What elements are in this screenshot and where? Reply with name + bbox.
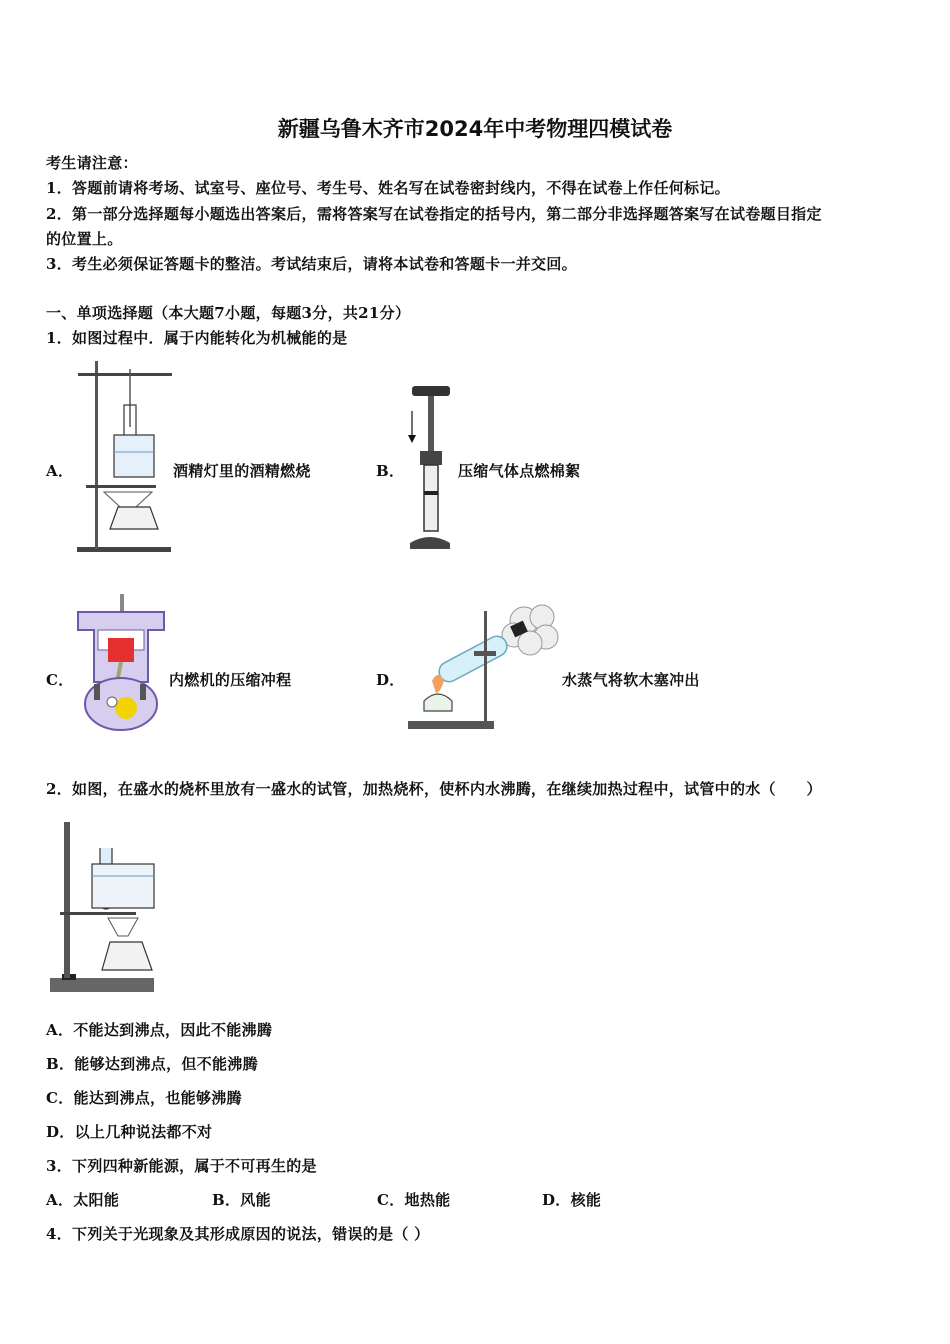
- q2-stem: 2．如图，在盛水的烧杯里放有一盛水的试管，加热烧杯，使杯内水沸腾，在继续加热过程中，试管中的水（ ）: [46, 780, 822, 798]
- notice-heading: 考生请注意：: [46, 154, 138, 172]
- q1-option-c-text: 内燃机的压缩冲程: [169, 671, 292, 689]
- q1-option-a-text: 酒精灯里的酒精燃烧: [173, 462, 311, 480]
- notice-line-1: 1．答题前请将考场、试室号、座位号、考生号、姓名写在试卷密封线内，不得在试卷上作任何标记。: [46, 179, 730, 197]
- q2-option-d: D．以上几种说法都不对: [46, 1123, 213, 1141]
- q3-option-d: D．核能: [542, 1191, 602, 1209]
- section-heading: 一、单项选择题（本大题7小题，每题3分，共21分）: [46, 304, 411, 322]
- q4-stem: 4．下列关于光现象及其形成原因的说法，错误的是（ ）: [46, 1225, 430, 1243]
- engine-compression-stroke-figure: [74, 590, 168, 737]
- steam-cork-test-tube-figure: [406, 597, 562, 739]
- gas-compression-fire-syringe-figure: [404, 383, 456, 553]
- alcohol-lamp-heating-figure: [74, 357, 174, 554]
- q1-option-d-letter: D．: [376, 671, 405, 689]
- q2-option-a: A．不能达到沸点，因此不能沸腾: [46, 1021, 273, 1039]
- q1-stem: 1．如图过程中．属于内能转化为机械能的是: [46, 329, 348, 347]
- q2-option-c: C．能达到沸点，也能够沸腾: [46, 1089, 242, 1107]
- q1-option-b-letter: B．: [376, 462, 405, 480]
- notice-line-2-cont: 的位置上。: [46, 230, 123, 248]
- notice-line-3: 3．考生必须保证答题卡的整洁。考试结束后，请将本试卷和答题卡一并交回。: [46, 255, 577, 273]
- q3-option-a: A．太阳能: [46, 1191, 120, 1209]
- q3-stem: 3．下列四种新能源，属于不可再生的是: [46, 1157, 317, 1175]
- notice-line-2: 2．第一部分选择题每小题选出答案后，需将答案写在试卷指定的括号内，第二部分非选择题答案写在试卷题目指定: [46, 205, 822, 223]
- page-title: 新疆乌鲁木齐市2024年中考物理四模试卷: [277, 117, 673, 141]
- q1-option-d-text: 水蒸气将软木塞冲出: [562, 671, 700, 689]
- q2-option-b: B．能够达到沸点，但不能沸腾: [46, 1055, 258, 1073]
- q3-option-c: C．地热能: [377, 1191, 451, 1209]
- beaker-test-tube-heating-figure: [46, 818, 158, 994]
- q1-option-a-letter: A．: [46, 462, 74, 480]
- q1-option-c-letter: C．: [46, 671, 74, 689]
- q3-option-b: B．风能: [212, 1191, 271, 1209]
- q1-option-b-text: 压缩气体点燃棉絮: [458, 462, 581, 480]
